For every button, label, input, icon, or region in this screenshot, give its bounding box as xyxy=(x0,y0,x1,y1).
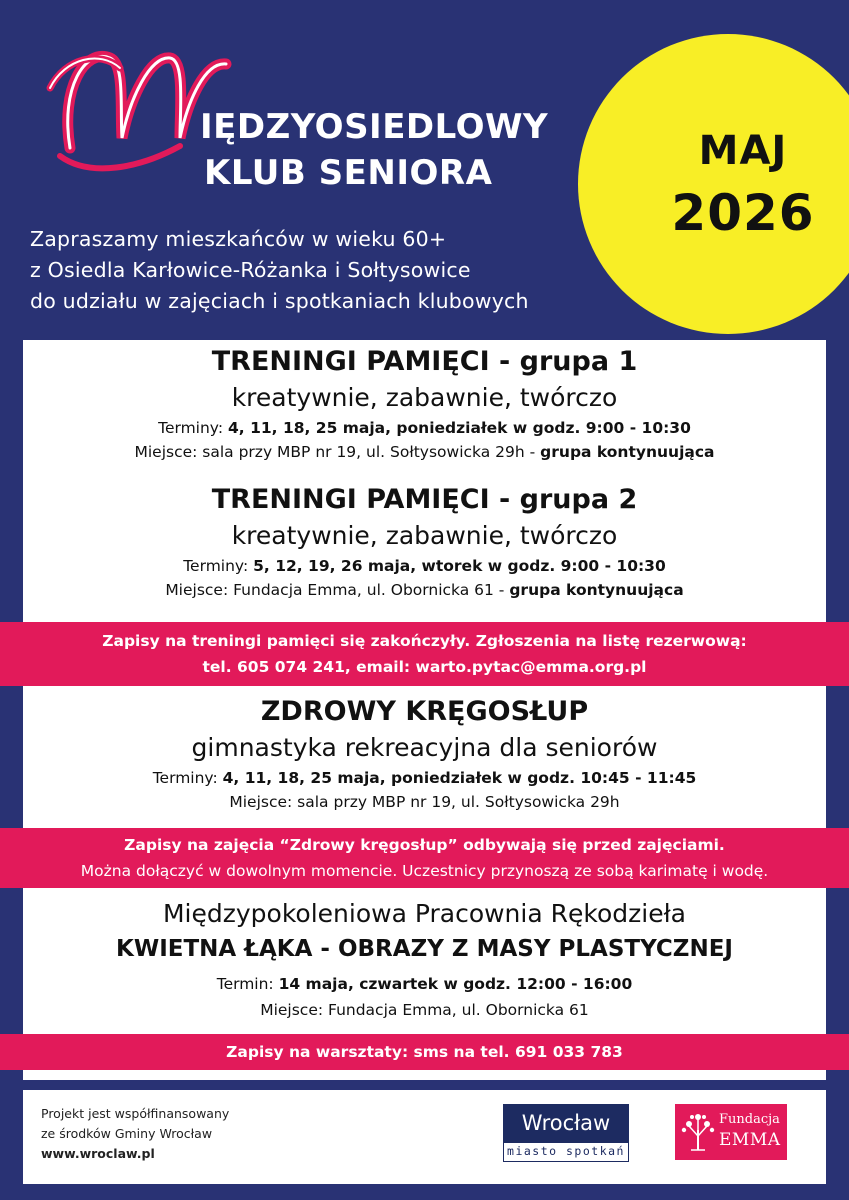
place-label: Miejsce: sala przy MBP nr 19, ul. Sołtysowicka 29h - xyxy=(134,443,541,461)
section-place: Miejsce: sala przy MBP nr 19, ul. Sołtysowicka 29h xyxy=(229,793,620,811)
section-dates xyxy=(23,416,826,440)
section-title: ZDROWY KRĘGOSŁUP xyxy=(260,696,589,727)
section-dates xyxy=(23,972,826,996)
intro-line-1: Zapraszamy mieszkańców w wieku 60+ xyxy=(30,227,447,251)
section-healthy-spine xyxy=(23,694,826,814)
place-note: grupa kontynuująca xyxy=(509,581,684,599)
club-title xyxy=(200,104,548,196)
section-place xyxy=(23,440,826,464)
band-line-1: Zapisy na zajęcia “Zdrowy kręgosłup” odbywają się przed zajęciami. xyxy=(124,836,725,854)
intro-line-2: z Osiedla Karłowice-Różanka i Sołtysowice xyxy=(30,258,471,282)
band-line-1: Zapisy na warsztaty: sms na tel. 691 033 783 xyxy=(226,1043,623,1061)
wroclaw-logo-top: Wrocław xyxy=(503,1104,629,1142)
band-line-2: tel. 605 074 241, email: warto.pytac@emma.org.pl xyxy=(202,658,647,676)
funding-line-1: Projekt jest współfinansowany xyxy=(41,1106,230,1121)
section-title: TRENINGI PAMIĘCI - grupa 2 xyxy=(211,484,638,515)
club-title-line1: IĘDZYOSIEDLOWY xyxy=(200,107,549,147)
section-dates xyxy=(23,554,826,578)
section-title: TRENINGI PAMIĘCI - grupa 1 xyxy=(211,346,638,377)
section-title: KWIETNA ŁĄKA - OBRAZY Z MASY PLASTYCZNEJ xyxy=(116,936,733,962)
funding-line-2: ze środków Gminy Wrocław xyxy=(41,1126,213,1141)
wroclaw-logo-bottom: miasto spotkań xyxy=(503,1142,629,1162)
place-note: grupa kontynuująca xyxy=(540,443,715,461)
schedule-panel xyxy=(23,340,826,1080)
dates-value: 4, 11, 18, 25 maja, poniedziałek w godz. 10:45 - 11:45 xyxy=(222,769,697,787)
dates-label: Terminy: xyxy=(158,419,229,437)
workshop-signup-band xyxy=(0,1034,849,1070)
year-label: 2026 xyxy=(671,184,815,242)
dates-label: Terminy: xyxy=(183,557,254,575)
section-subtitle: kreatywnie, zabawnie, twórczo xyxy=(231,383,618,412)
club-title-line2: KLUB SENIORA xyxy=(204,153,493,193)
dates-label: Termin: xyxy=(216,975,279,993)
dates-value: 5, 12, 19, 26 maja, wtorek w godz. 9:00 - 10:30 xyxy=(253,557,666,575)
section-workshop xyxy=(23,896,826,1022)
emma-logo-top: Fundacja xyxy=(719,1112,780,1127)
dates-label: Terminy: xyxy=(152,769,223,787)
emma-logo xyxy=(675,1104,787,1160)
date-circle xyxy=(578,34,849,334)
dates-value: 14 maja, czwartek w godz. 12:00 - 16:00 xyxy=(278,975,633,993)
section-place xyxy=(23,578,826,602)
band-line-1: Zapisy na treningi pamięci się zakończyły. Zgłoszenia na listę rezerwową: xyxy=(102,632,747,650)
funding-note xyxy=(41,1104,229,1164)
dates-value: 4, 11, 18, 25 maja, poniedziałek w godz. 9:00 - 10:30 xyxy=(228,419,691,437)
section-subtitle: gimnastyka rekreacyjna dla seniorów xyxy=(191,733,658,762)
band-line-2: Można dołączyć w dowolnym momencie. Uczestnicy przynoszą ze sobą karimatę i wodę. xyxy=(80,862,769,880)
wroclaw-logo xyxy=(503,1104,629,1162)
footer xyxy=(23,1090,826,1184)
section-memory-group-2 xyxy=(23,482,826,602)
website-link[interactable]: www.wroclaw.pl xyxy=(41,1146,155,1161)
month-label: MAJ xyxy=(698,128,788,174)
intro-line-3: do udziału w zajęciach i spotkaniach klubowych xyxy=(30,289,529,313)
section-title-small: Międzypokoleniowa Pracownia Rękodzieła xyxy=(162,899,686,928)
section-dates xyxy=(23,766,826,790)
intro-text xyxy=(30,224,529,317)
spine-signup-band xyxy=(0,828,849,888)
memory-signup-band xyxy=(0,622,849,686)
place-label: Miejsce: Fundacja Emma, ul. Obornicka 61 - xyxy=(165,581,510,599)
tree-icon xyxy=(679,1112,717,1152)
section-place: Miejsce: Fundacja Emma, ul. Obornicka 61 xyxy=(260,1001,589,1019)
emma-logo-bottom: EMMA xyxy=(719,1130,781,1150)
section-subtitle: kreatywnie, zabawnie, twórczo xyxy=(231,521,618,550)
section-memory-group-1 xyxy=(23,344,826,464)
